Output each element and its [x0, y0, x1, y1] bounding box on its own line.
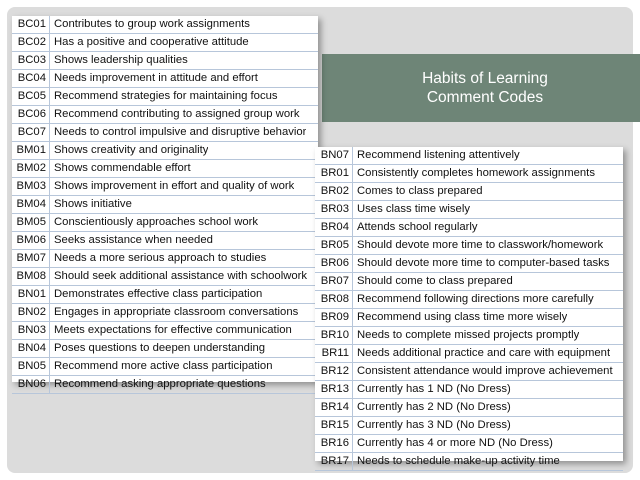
comment-code: BR16 — [315, 435, 353, 452]
comment-code: BC04 — [12, 70, 50, 87]
comment-text: Should devote more time to classwork/homework — [357, 239, 604, 251]
comment-text: Contributes to group work assignments — [54, 18, 250, 30]
comment-text: Currently has 2 ND (No Dress) — [357, 401, 511, 413]
table-row — [12, 214, 318, 232]
comment-text: Currently has 1 ND (No Dress) — [357, 383, 511, 395]
comment-code: BR15 — [315, 417, 353, 434]
comment-code: BM01 — [12, 142, 50, 159]
comment-text: Should come to class prepared — [357, 275, 513, 287]
table-row — [12, 106, 318, 124]
table-row — [315, 291, 623, 309]
comment-code: BR08 — [315, 291, 353, 308]
comment-text: Needs to complete missed projects promptly — [357, 329, 580, 341]
comment-text: Needs to control impulsive and disruptive behavior — [54, 126, 307, 138]
table-row — [12, 286, 318, 304]
comment-text: Shows commendable effort — [54, 162, 191, 174]
comment-code: BN02 — [12, 304, 50, 321]
comment-code: BR10 — [315, 327, 353, 344]
table-row — [315, 453, 623, 471]
table-row — [315, 273, 623, 291]
comment-text: Recommend following directions more carefully — [357, 293, 594, 305]
table-row — [315, 381, 623, 399]
comment-code: BN05 — [12, 358, 50, 375]
comment-code: BR09 — [315, 309, 353, 326]
comment-code: BR17 — [315, 453, 353, 470]
comment-code: BM03 — [12, 178, 50, 195]
comment-text: Needs additional practice and care with equipment — [357, 347, 611, 359]
table-row — [315, 147, 623, 165]
comment-code: BN01 — [12, 286, 50, 303]
comment-code: BC03 — [12, 52, 50, 69]
table-row — [12, 160, 318, 178]
comment-code: BR06 — [315, 255, 353, 272]
table-row — [315, 183, 623, 201]
table-row — [315, 201, 623, 219]
table-row — [12, 88, 318, 106]
comment-text: Recommend using class time more wisely — [357, 311, 568, 323]
table-row — [315, 219, 623, 237]
comment-code: BN06 — [12, 376, 50, 393]
table-row — [12, 52, 318, 70]
comment-code: BR12 — [315, 363, 353, 380]
comment-code: BM02 — [12, 160, 50, 177]
comment-code: BC05 — [12, 88, 50, 105]
comment-code: BR13 — [315, 381, 353, 398]
comment-text: Attends school regularly — [357, 221, 478, 233]
table-row — [12, 304, 318, 322]
comment-text: Demonstrates effective class participation — [54, 288, 263, 300]
table-row — [12, 178, 318, 196]
comment-text: Should seek additional assistance with schoolwork — [54, 270, 308, 282]
table-row — [12, 124, 318, 142]
table-row — [12, 34, 318, 52]
comment-text: Needs to schedule make-up activity time — [357, 455, 560, 467]
table-row — [12, 250, 318, 268]
comment-text: Consistent attendance would improve achievement — [357, 365, 613, 377]
comment-text: Recommend more active class participation — [54, 360, 273, 372]
comment-text: Poses questions to deepen understanding — [54, 342, 266, 354]
table-row — [12, 358, 318, 376]
comment-code: BR11 — [315, 345, 353, 362]
comment-code: BR02 — [315, 183, 353, 200]
comment-code: BN03 — [12, 322, 50, 339]
comment-code: BC02 — [12, 34, 50, 51]
table-row — [12, 268, 318, 286]
comment-text: Conscientiously approaches school work — [54, 216, 259, 228]
table-row — [315, 237, 623, 255]
comment-text: Engages in appropriate classroom conversations — [54, 306, 299, 318]
comment-code: BN07 — [315, 147, 353, 164]
comment-text: Recommend strategies for maintaining focus — [54, 90, 278, 102]
comment-text: Needs a more serious approach to studies — [54, 252, 267, 264]
comment-text: Shows creativity and originality — [54, 144, 209, 156]
table-row — [12, 376, 318, 394]
comment-code: BN04 — [12, 340, 50, 357]
table-row — [12, 196, 318, 214]
table-row — [315, 435, 623, 453]
comment-text: Meets expectations for effective communication — [54, 324, 292, 336]
comment-code: BR01 — [315, 165, 353, 182]
table-row — [315, 165, 623, 183]
table-row — [315, 399, 623, 417]
table-row — [315, 327, 623, 345]
comment-code: BM04 — [12, 196, 50, 213]
comment-text: Has a positive and cooperative attitude — [54, 36, 249, 48]
comment-text: Currently has 3 ND (No Dress) — [357, 419, 511, 431]
table-row — [12, 232, 318, 250]
comment-code: BR07 — [315, 273, 353, 290]
comment-text: Should devote more time to computer-based tasks — [357, 257, 610, 269]
comment-code: BC07 — [12, 124, 50, 141]
comment-text: Shows initiative — [54, 198, 132, 210]
table-row — [12, 142, 318, 160]
comment-code: BR04 — [315, 219, 353, 236]
comment-code: BR03 — [315, 201, 353, 218]
title-line-1: Habits of Learning — [422, 70, 548, 87]
comment-code: BR05 — [315, 237, 353, 254]
table-row — [315, 345, 623, 363]
comment-text: Seeks assistance when needed — [54, 234, 213, 246]
comment-text: Recommend asking appropriate questions — [54, 378, 266, 390]
table-row — [315, 363, 623, 381]
slide-title — [322, 54, 640, 122]
comment-text: Comes to class prepared — [357, 185, 483, 197]
comment-text: Shows leadership qualities — [54, 54, 188, 66]
comment-code: BM05 — [12, 214, 50, 231]
table-row — [12, 16, 318, 34]
comment-code: BC06 — [12, 106, 50, 123]
comment-code: BM07 — [12, 250, 50, 267]
comment-text: Recommend contributing to assigned group work — [54, 108, 300, 120]
comment-text: Recommend listening attentively — [357, 149, 520, 161]
table-row — [12, 70, 318, 88]
table-row — [12, 322, 318, 340]
comment-code: BM06 — [12, 232, 50, 249]
table-row — [315, 417, 623, 435]
right-comment-table — [315, 147, 623, 467]
comment-code: BC01 — [12, 16, 50, 33]
comment-text: Uses class time wisely — [357, 203, 470, 215]
comment-text: Consistently completes homework assignments — [357, 167, 595, 179]
table-row — [315, 255, 623, 273]
comment-text: Currently has 4 or more ND (No Dress) — [357, 437, 553, 449]
table-row — [12, 340, 318, 358]
left-comment-table — [12, 16, 318, 390]
title-line-2: Comment Codes — [426, 89, 544, 106]
comment-text: Needs improvement in attitude and effort — [54, 72, 258, 84]
table-row — [315, 309, 623, 327]
comment-text: Shows improvement in effort and quality of work — [54, 180, 295, 192]
comment-code: BR14 — [315, 399, 353, 416]
comment-code: BM08 — [12, 268, 50, 285]
